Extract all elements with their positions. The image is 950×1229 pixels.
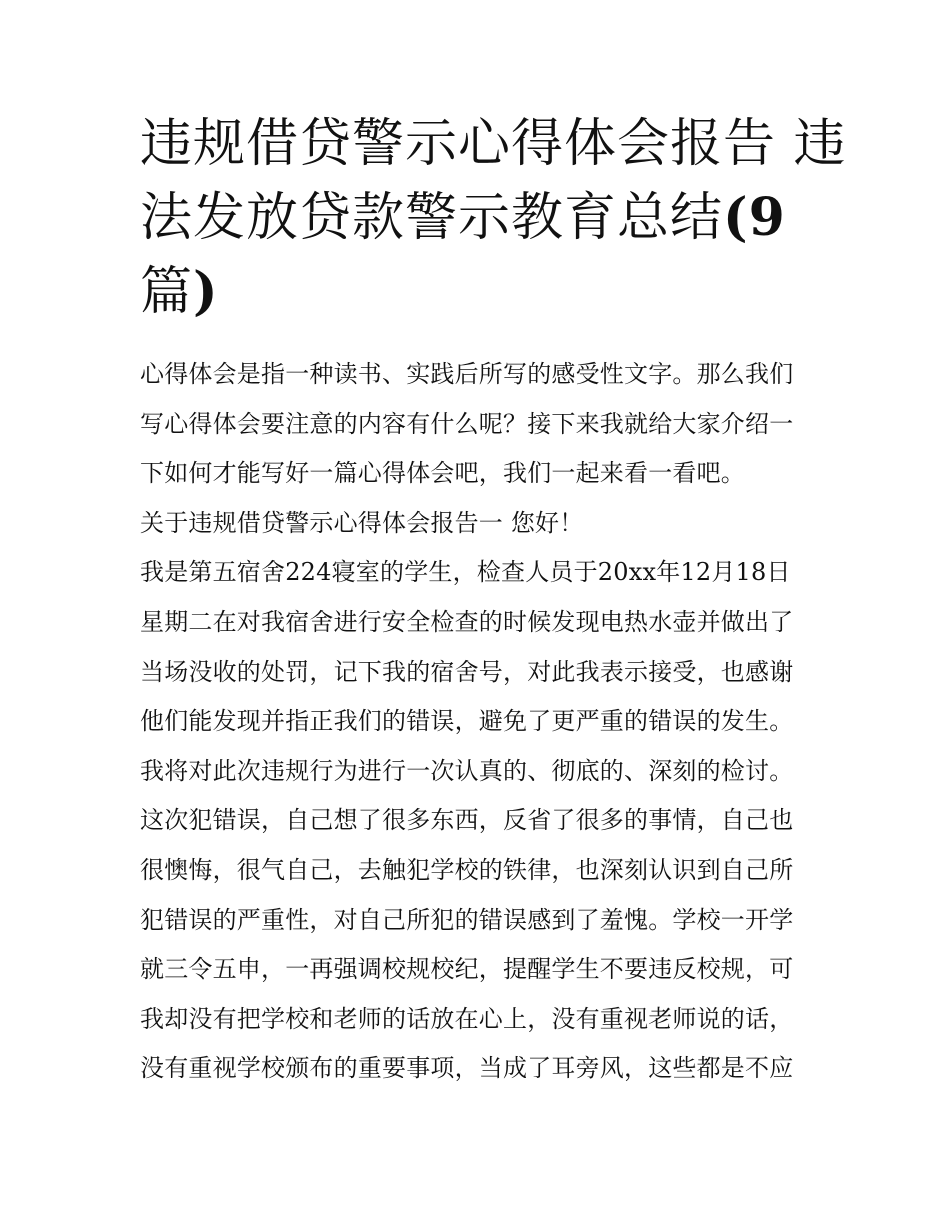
title-line-3-text: 篇 — [140, 262, 194, 322]
title-line-2-count: (9 — [723, 187, 786, 248]
body-line: 就三令五申，一再强调校规校纪，提醒学生不要违反校规，可 — [140, 955, 794, 984]
body-line: 下如何才能写好一篇心得体会吧，我们一起来看一看吧。 — [140, 459, 745, 488]
title-line-2 — [140, 181, 815, 255]
section-heading: 关于违规借贷警示心得体会报告一 您好！ — [140, 508, 584, 537]
body-line: 我是第五宿舍224寝室的学生，检查人员于20xx年12月18日 — [140, 558, 791, 587]
body-line: 写心得体会要注意的内容有什么呢？接下来我就给大家介绍一 — [140, 409, 794, 438]
document-page — [140, 108, 847, 1094]
title-line-3 — [140, 255, 815, 329]
title-line-1: 违规借贷警示心得体会报告 违 — [140, 114, 847, 174]
body-line: 心得体会是指一种读书、实践后所写的感受性文字。那么我们 — [140, 360, 794, 388]
body-line: 当场没收的处罚，记下我的宿舍号，对此我表示接受，也感谢 — [140, 657, 794, 686]
body-line: 星期二在对我宿舍进行安全检查的时候发现电热水壶并做出了 — [140, 607, 794, 636]
body-line: 很懊悔，很气自己，去触犯学校的铁律，也深刻认识到自己所 — [140, 855, 794, 884]
title-line-2-text: 法发放贷款警示教育总结 — [140, 188, 724, 248]
body-line: 我却没有把学校和老师的话放在心上，没有重视老师说的话， — [140, 1004, 794, 1033]
body-line: 没有重视学校颁布的重要事项，当成了耳旁风，这些都是不应 — [140, 1054, 794, 1083]
title-line-3-paren: ) — [193, 261, 219, 322]
document-title — [140, 108, 847, 329]
body-line: 这次犯错误，自己想了很多东西，反省了很多的事情，自己也 — [140, 806, 794, 835]
body-line: 我将对此次违规行为进行一次认真的、彻底的、深刻的检讨。 — [140, 756, 794, 785]
document-body — [140, 350, 815, 1094]
body-line: 犯错误的严重性，对自己所犯的错误感到了羞愧。学校一开学 — [140, 905, 794, 934]
body-line: 他们能发现并指正我们的错误，避免了更严重的错误的发生。 — [140, 707, 794, 736]
